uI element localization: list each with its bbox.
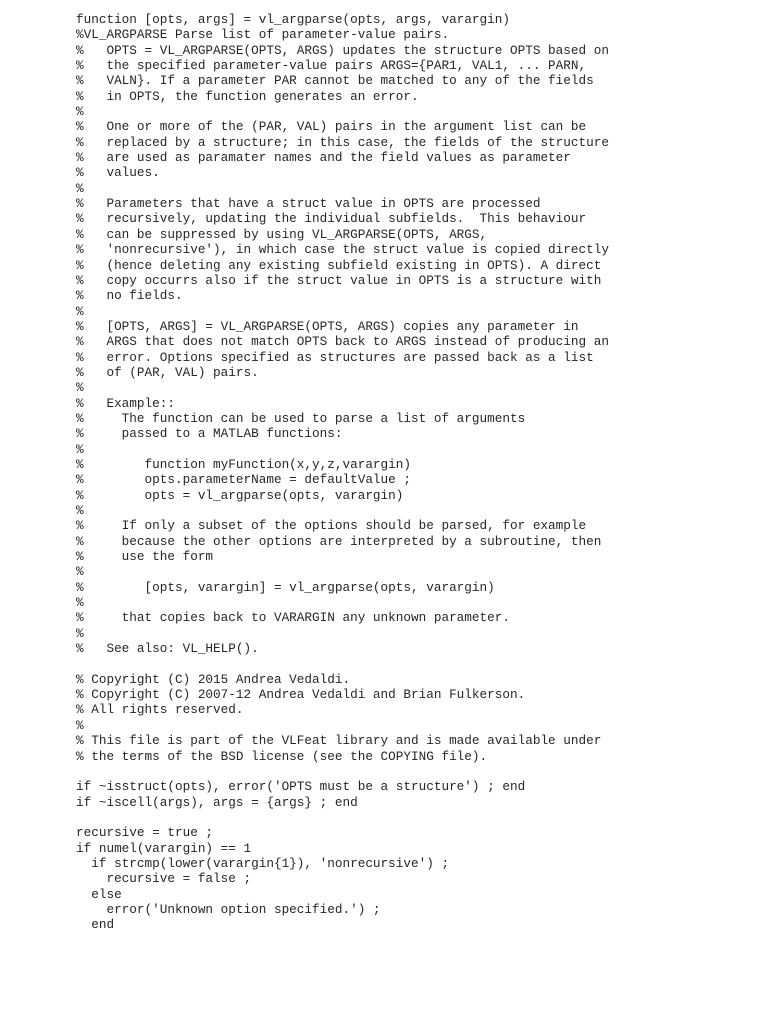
- code-line: % The function can be used to parse a list of arguments: [76, 410, 526, 426]
- code-line: % no fields.: [76, 288, 183, 304]
- code-line: % are used as paramater names and the field values as parameter: [76, 150, 571, 166]
- code-line: %: [76, 595, 84, 611]
- code-line: % If only a subset of the options should be parsed, for example: [76, 518, 587, 534]
- code-line: % [OPTS, ARGS] = VL_ARGPARSE(OPTS, ARGS) copies any parameter in: [76, 318, 579, 334]
- code-line: % See also: VL_HELP().: [76, 641, 259, 657]
- code-line: %: [76, 717, 84, 733]
- code-line: %VL_ARGPARSE Parse list of parameter-value pairs.: [76, 27, 450, 43]
- code-line: % ARGS that does not match OPTS back to ARGS instead of producing an: [76, 334, 609, 350]
- code-line: % function myFunction(x,y,z,varargin): [76, 456, 412, 472]
- code-line: recursive = false ;: [76, 871, 252, 887]
- code-line: % Copyright (C) 2015 Andrea Vedaldi.: [76, 671, 351, 687]
- code-line: % OPTS = VL_ARGPARSE(OPTS, ARGS) updates the structure OPTS based on: [76, 42, 609, 58]
- code-line: recursive = true ;: [76, 825, 214, 841]
- code-line: % Copyright (C) 2007-12 Andrea Vedaldi and Brian Fulkerson.: [76, 687, 526, 703]
- code-line: % This file is part of the VLFeat library and is made available under: [76, 733, 602, 749]
- code-line: %: [76, 180, 84, 196]
- code-line: % that copies back to VARARGIN any unknown parameter.: [76, 610, 510, 626]
- code-line: else: [76, 886, 122, 902]
- code-line: if ~iscell(args), args = {args} ; end: [76, 794, 358, 810]
- code-line: % the terms of the BSD license (see the COPYING file).: [76, 748, 488, 764]
- code-line: [76, 656, 756, 671]
- code-line: % replaced by a structure; in this case, the fields of the structure: [76, 134, 609, 150]
- code-line: % Parameters that have a struct value in OPTS are processed: [76, 196, 541, 212]
- code-line: %: [76, 380, 84, 396]
- code-line: %: [76, 564, 84, 580]
- code-line: if numel(varargin) == 1: [76, 840, 252, 856]
- code-line: % of (PAR, VAL) pairs.: [76, 364, 259, 380]
- code-line: % the specified parameter-value pairs ARGS={PAR1, VAL1, ... PARN,: [76, 58, 587, 74]
- code-line: [76, 810, 756, 825]
- code-line: %: [76, 503, 84, 518]
- code-line: % Example::: [76, 395, 175, 411]
- code-line: % can be suppressed by using VL_ARGPARSE(OPTS, ARGS,: [76, 226, 488, 242]
- code-line: error('Unknown option specified.') ;: [76, 901, 381, 917]
- code-line: % VALN}. If a parameter PAR cannot be matched to any of the fields: [76, 73, 594, 89]
- code-line: %: [76, 625, 84, 641]
- code-line: if ~isstruct(opts), error('OPTS must be a structure') ; end: [76, 779, 526, 795]
- code-line: %: [76, 303, 84, 319]
- code-line: [76, 764, 756, 779]
- code-line: % One or more of the (PAR, VAL) pairs in the argument list can be: [76, 119, 587, 135]
- code-line: % All rights reserved.: [76, 702, 244, 718]
- code-line: % values.: [76, 165, 160, 181]
- code-line: % copy occurrs also if the struct value in OPTS is a structure with: [76, 272, 602, 288]
- code-line: % opts.parameterName = defaultValue ;: [76, 472, 412, 488]
- code-line: %: [76, 104, 84, 120]
- code-line: % passed to a MATLAB functions:: [76, 426, 343, 442]
- code-line: end: [76, 917, 115, 933]
- code-line: % [opts, varargin] = vl_argparse(opts, varargin): [76, 579, 495, 595]
- code-line: % because the other options are interpreted by a subroutine, then: [76, 533, 602, 549]
- code-line: % use the form: [76, 549, 214, 565]
- code-line: % (hence deleting any existing subfield existing in OPTS). A direct: [76, 257, 602, 273]
- code-line: % 'nonrecursive'), in which case the struct value is copied directly: [76, 242, 609, 258]
- code-line: % recursively, updating the individual subfields. This behaviour: [76, 211, 587, 227]
- code-line: % in OPTS, the function generates an error.: [76, 88, 419, 104]
- code-line: if strcmp(lower(varargin{1}), 'nonrecursive') ;: [76, 855, 450, 871]
- code-line: %: [76, 441, 84, 457]
- code-line: % error. Options specified as structures are passed back as a list: [76, 349, 594, 365]
- code-document: [76, 12, 756, 933]
- code-line: function [opts, args] = vl_argparse(opts, args, varargin): [76, 12, 510, 27]
- code-line: % opts = vl_argparse(opts, varargin): [76, 487, 404, 503]
